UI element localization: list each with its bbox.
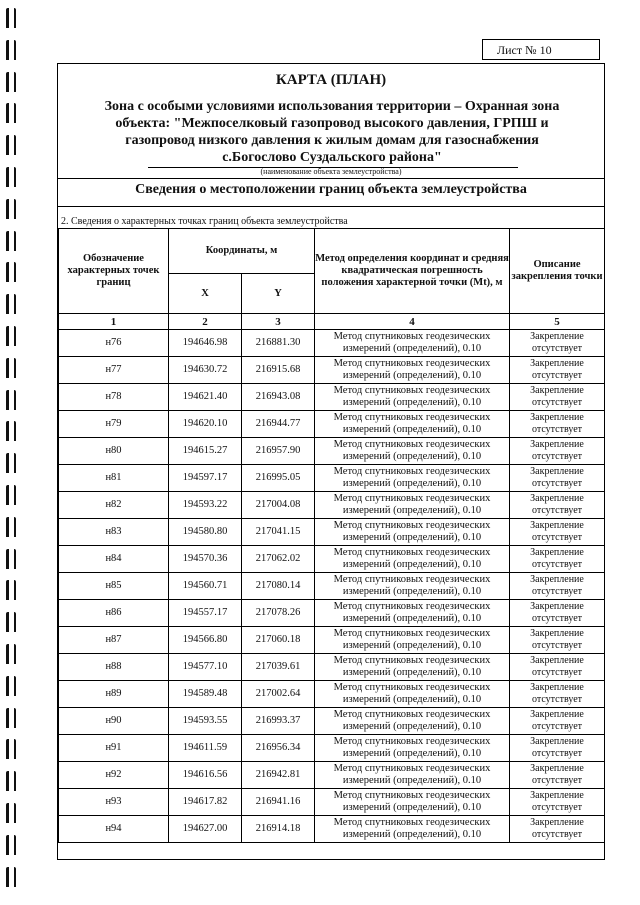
fixing-cell <box>510 762 605 789</box>
header-designation: Обозначение характерных точек границ <box>59 229 169 314</box>
divider <box>58 206 604 207</box>
method-cell <box>315 816 510 843</box>
method-cell <box>315 681 510 708</box>
x-cell: 194570.36 <box>169 546 242 573</box>
binding-ring <box>6 453 16 473</box>
y-cell: 216957.90 <box>242 438 315 465</box>
table-row <box>59 816 605 843</box>
point-cell: н92 <box>59 762 169 789</box>
fixing-cell <box>510 492 605 519</box>
point-cell: н76 <box>59 330 169 357</box>
method-line: измерений (определений), 0.10 <box>342 748 482 759</box>
method-line: Метод спутниковых геодезических <box>333 331 491 342</box>
document-frame <box>57 63 605 860</box>
fixing-line: отсутствует <box>532 478 583 489</box>
y-cell: 217060.18 <box>242 627 315 654</box>
method-line: измерений (определений), 0.10 <box>342 559 482 570</box>
binding-ring <box>6 517 16 537</box>
method-cell <box>315 492 510 519</box>
table-row <box>59 384 605 411</box>
section-title: Сведения о местоположении границ объекта землеустройства <box>135 182 527 197</box>
y-cell: 217080.14 <box>242 573 315 600</box>
binding-ring <box>6 326 16 346</box>
document-title: КАРТА (ПЛАН) <box>275 72 387 88</box>
binding-ring <box>6 867 16 887</box>
method-line: измерений (определений), 0.10 <box>342 343 482 354</box>
fixing-line: отсутствует <box>532 775 583 786</box>
method-line: Метод спутниковых геодезических <box>333 574 491 585</box>
method-line: Метод спутниковых геодезических <box>333 358 491 369</box>
fixing-line: отсутствует <box>532 667 583 678</box>
method-line: Метод спутниковых геодезических <box>333 493 491 504</box>
object-name-line: газопровод низкого давления к жилым домам для газоснабжения <box>125 133 539 148</box>
fixing-cell <box>510 789 605 816</box>
x-cell: 194627.00 <box>169 816 242 843</box>
object-name-caption: (наименование объекта землеустройства) <box>260 167 402 176</box>
object-name-line: объекта: "Межпоселковый газопровод высокого давления, ГРПШ и <box>115 116 549 131</box>
fixing-line: Закрепление <box>530 331 584 342</box>
fixing-line: отсутствует <box>532 424 583 435</box>
fixing-line: Закрепление <box>530 574 584 585</box>
fixing-cell <box>510 411 605 438</box>
fixing-line: отсутствует <box>532 640 583 651</box>
point-cell: н94 <box>59 816 169 843</box>
y-cell: 216914.18 <box>242 816 315 843</box>
binding-ring <box>6 549 16 569</box>
x-cell: 194611.59 <box>169 735 242 762</box>
x-cell: 194580.80 <box>169 519 242 546</box>
fixing-line: отсутствует <box>532 721 583 732</box>
y-cell: 216956.34 <box>242 735 315 762</box>
header-y: Y <box>242 274 315 314</box>
method-line: Метод спутниковых геодезических <box>333 466 491 477</box>
point-cell: н86 <box>59 600 169 627</box>
method-line: измерений (определений), 0.10 <box>342 586 482 597</box>
fixing-line: Закрепление <box>530 439 584 450</box>
method-line: Метод спутниковых геодезических <box>333 412 491 423</box>
fixing-line: отсутствует <box>532 343 583 354</box>
point-cell: н83 <box>59 519 169 546</box>
binding-ring <box>6 580 16 600</box>
point-cell: н80 <box>59 438 169 465</box>
method-cell <box>315 627 510 654</box>
binding-ring <box>6 485 16 505</box>
method-line: Метод спутниковых геодезических <box>333 817 491 828</box>
column-number: 4 <box>315 314 510 330</box>
method-line: измерений (определений), 0.10 <box>342 451 482 462</box>
fixing-cell <box>510 330 605 357</box>
fixing-line: Закрепление <box>530 763 584 774</box>
fixing-line: отсутствует <box>532 532 583 543</box>
header-coordinates: Координаты, м <box>169 229 315 274</box>
table-row <box>59 762 605 789</box>
point-cell: н88 <box>59 654 169 681</box>
point-cell: н84 <box>59 546 169 573</box>
points-table <box>58 228 605 843</box>
binding-ring <box>6 135 16 155</box>
fixing-line: Закрепление <box>530 709 584 720</box>
object-name-line: Зона с особыми условиями использования территории – Охранная зона <box>104 99 560 114</box>
method-line: Метод спутниковых геодезических <box>333 439 491 450</box>
method-line: Метод спутниковых геодезических <box>333 628 491 639</box>
sheet-number: Лист № 10 <box>482 39 600 60</box>
binding-ring <box>6 739 16 759</box>
table-row <box>59 627 605 654</box>
binding-ring <box>6 103 16 123</box>
method-line: измерений (определений), 0.10 <box>342 424 482 435</box>
fixing-line: Закрепление <box>530 628 584 639</box>
fixing-line: Закрепление <box>530 601 584 612</box>
method-line: Метод спутниковых геодезических <box>333 736 491 747</box>
fixing-cell <box>510 573 605 600</box>
fixing-line: отсутствует <box>532 370 583 381</box>
column-number: 5 <box>510 314 605 330</box>
x-cell: 194560.71 <box>169 573 242 600</box>
method-line: Метод спутниковых геодезических <box>333 547 491 558</box>
binding-ring <box>6 72 16 92</box>
method-cell <box>315 735 510 762</box>
point-cell: н90 <box>59 708 169 735</box>
x-cell: 194630.72 <box>169 357 242 384</box>
fixing-line: отсутствует <box>532 505 583 516</box>
method-line: измерений (определений), 0.10 <box>342 613 482 624</box>
method-cell <box>315 546 510 573</box>
fixing-line: Закрепление <box>530 736 584 747</box>
object-name <box>64 98 600 166</box>
method-cell <box>315 789 510 816</box>
y-cell: 216944.77 <box>242 411 315 438</box>
method-line: Метод спутниковых геодезических <box>333 790 491 801</box>
x-cell: 194597.17 <box>169 465 242 492</box>
table-row <box>59 357 605 384</box>
point-cell: н93 <box>59 789 169 816</box>
method-line: измерений (определений), 0.10 <box>342 532 482 543</box>
header-x: X <box>169 274 242 314</box>
method-cell <box>315 762 510 789</box>
y-cell: 217062.02 <box>242 546 315 573</box>
fixing-cell <box>510 708 605 735</box>
binding-ring <box>6 8 16 28</box>
method-cell <box>315 573 510 600</box>
table-row <box>59 708 605 735</box>
table-row <box>59 492 605 519</box>
method-line: измерений (определений), 0.10 <box>342 478 482 489</box>
method-line: Метод спутниковых геодезических <box>333 601 491 612</box>
fixing-cell <box>510 357 605 384</box>
binding-ring <box>6 803 16 823</box>
fixing-line: Закрепление <box>530 520 584 531</box>
fixing-cell <box>510 465 605 492</box>
table-row <box>59 519 605 546</box>
binding-ring <box>6 390 16 410</box>
fixing-line: отсутствует <box>532 613 583 624</box>
binding-ring <box>6 421 16 441</box>
fixing-cell <box>510 654 605 681</box>
binding-ring <box>6 167 16 187</box>
divider <box>58 178 604 179</box>
table-row <box>59 411 605 438</box>
fixing-line: отсутствует <box>532 586 583 597</box>
method-line: измерений (определений), 0.10 <box>342 775 482 786</box>
fixing-line: отсутствует <box>532 802 583 813</box>
y-cell: 216942.81 <box>242 762 315 789</box>
x-cell: 194616.56 <box>169 762 242 789</box>
binding-ring <box>6 835 16 855</box>
x-cell: 194646.98 <box>169 330 242 357</box>
fixing-line: Закрепление <box>530 682 584 693</box>
y-cell: 217078.26 <box>242 600 315 627</box>
y-cell: 217039.61 <box>242 654 315 681</box>
column-number: 1 <box>59 314 169 330</box>
object-name-line: с.Богослово Суздальского района" <box>222 150 442 165</box>
method-cell <box>315 708 510 735</box>
column-number: 2 <box>169 314 242 330</box>
fixing-line: отсутствует <box>532 451 583 462</box>
y-cell: 216915.68 <box>242 357 315 384</box>
table-row <box>59 438 605 465</box>
x-cell: 194593.55 <box>169 708 242 735</box>
method-line: измерений (определений), 0.10 <box>342 397 482 408</box>
header-fixing: Описание закрепления точки <box>510 229 605 314</box>
method-line: Метод спутниковых геодезических <box>333 763 491 774</box>
y-cell: 217004.08 <box>242 492 315 519</box>
method-line: измерений (определений), 0.10 <box>342 640 482 651</box>
method-line: Метод спутниковых геодезических <box>333 520 491 531</box>
point-cell: н82 <box>59 492 169 519</box>
point-cell: н79 <box>59 411 169 438</box>
point-cell: н87 <box>59 627 169 654</box>
fixing-cell <box>510 384 605 411</box>
x-cell: 194577.10 <box>169 654 242 681</box>
method-line: Метод спутниковых геодезических <box>333 655 491 666</box>
binding-ring <box>6 676 16 696</box>
subsection-title: 2. Сведения о характерных точках границ объекта землеустройства <box>61 216 348 227</box>
binding-ring <box>6 262 16 282</box>
method-cell <box>315 438 510 465</box>
point-cell: н81 <box>59 465 169 492</box>
column-number: 3 <box>242 314 315 330</box>
method-line: измерений (определений), 0.10 <box>342 721 482 732</box>
table-row <box>59 330 605 357</box>
table-row <box>59 789 605 816</box>
point-cell: н85 <box>59 573 169 600</box>
table-row <box>59 465 605 492</box>
binding-ring <box>6 294 16 314</box>
fixing-line: отсутствует <box>532 397 583 408</box>
binding-ring <box>6 771 16 791</box>
fixing-line: отсутствует <box>532 694 583 705</box>
point-cell: н89 <box>59 681 169 708</box>
points-table-body <box>59 330 605 843</box>
point-cell: н77 <box>59 357 169 384</box>
fixing-line: Закрепление <box>530 655 584 666</box>
fixing-cell <box>510 735 605 762</box>
point-cell: н91 <box>59 735 169 762</box>
binding-ring <box>6 199 16 219</box>
method-cell <box>315 384 510 411</box>
method-cell <box>315 654 510 681</box>
x-cell: 194557.17 <box>169 600 242 627</box>
fixing-cell <box>510 519 605 546</box>
fixing-line: Закрепление <box>530 466 584 477</box>
method-cell <box>315 411 510 438</box>
table-row <box>59 735 605 762</box>
method-line: Метод спутниковых геодезических <box>333 385 491 396</box>
table-row <box>59 600 605 627</box>
table-row <box>59 654 605 681</box>
binding-ring <box>6 708 16 728</box>
fixing-line: Закрепление <box>530 385 584 396</box>
method-cell <box>315 357 510 384</box>
method-line: Метод спутниковых геодезических <box>333 709 491 720</box>
method-line: измерений (определений), 0.10 <box>342 829 482 840</box>
fixing-line: Закрепление <box>530 358 584 369</box>
binding-ring <box>6 231 16 251</box>
fixing-cell <box>510 681 605 708</box>
method-line: измерений (определений), 0.10 <box>342 802 482 813</box>
method-cell <box>315 600 510 627</box>
table-row <box>59 573 605 600</box>
method-cell <box>315 519 510 546</box>
table-row <box>59 681 605 708</box>
fixing-cell <box>510 627 605 654</box>
fixing-line: Закрепление <box>530 547 584 558</box>
fixing-line: Закрепление <box>530 412 584 423</box>
y-cell: 216881.30 <box>242 330 315 357</box>
y-cell: 216993.37 <box>242 708 315 735</box>
x-cell: 194593.22 <box>169 492 242 519</box>
fixing-line: Закрепление <box>530 790 584 801</box>
fixing-cell <box>510 816 605 843</box>
fixing-cell <box>510 546 605 573</box>
x-cell: 194617.82 <box>169 789 242 816</box>
binding-rings <box>4 0 18 905</box>
y-cell: 217041.15 <box>242 519 315 546</box>
binding-ring <box>6 612 16 632</box>
fixing-line: отсутствует <box>532 748 583 759</box>
y-cell: 216941.16 <box>242 789 315 816</box>
x-cell: 194615.27 <box>169 438 242 465</box>
binding-ring <box>6 40 16 60</box>
method-cell <box>315 465 510 492</box>
method-line: измерений (определений), 0.10 <box>342 667 482 678</box>
fixing-line: отсутствует <box>532 559 583 570</box>
header-method: Метод определения координат и средняя квадратическая погрешность положения характерной точки (Mt), м <box>315 229 510 314</box>
fixing-cell <box>510 438 605 465</box>
y-cell: 216943.08 <box>242 384 315 411</box>
x-cell: 194589.48 <box>169 681 242 708</box>
fixing-cell <box>510 600 605 627</box>
x-cell: 194620.10 <box>169 411 242 438</box>
y-cell: 217002.64 <box>242 681 315 708</box>
binding-ring <box>6 644 16 664</box>
y-cell: 216995.05 <box>242 465 315 492</box>
point-cell: н78 <box>59 384 169 411</box>
method-line: Метод спутниковых геодезических <box>333 682 491 693</box>
binding-ring <box>6 358 16 378</box>
x-cell: 194566.80 <box>169 627 242 654</box>
method-line: измерений (определений), 0.10 <box>342 694 482 705</box>
fixing-line: Закрепление <box>530 817 584 828</box>
method-line: измерений (определений), 0.10 <box>342 505 482 516</box>
fixing-line: Закрепление <box>530 493 584 504</box>
table-row <box>59 546 605 573</box>
method-line: измерений (определений), 0.10 <box>342 370 482 381</box>
fixing-line: отсутствует <box>532 829 583 840</box>
method-cell <box>315 330 510 357</box>
x-cell: 194621.40 <box>169 384 242 411</box>
